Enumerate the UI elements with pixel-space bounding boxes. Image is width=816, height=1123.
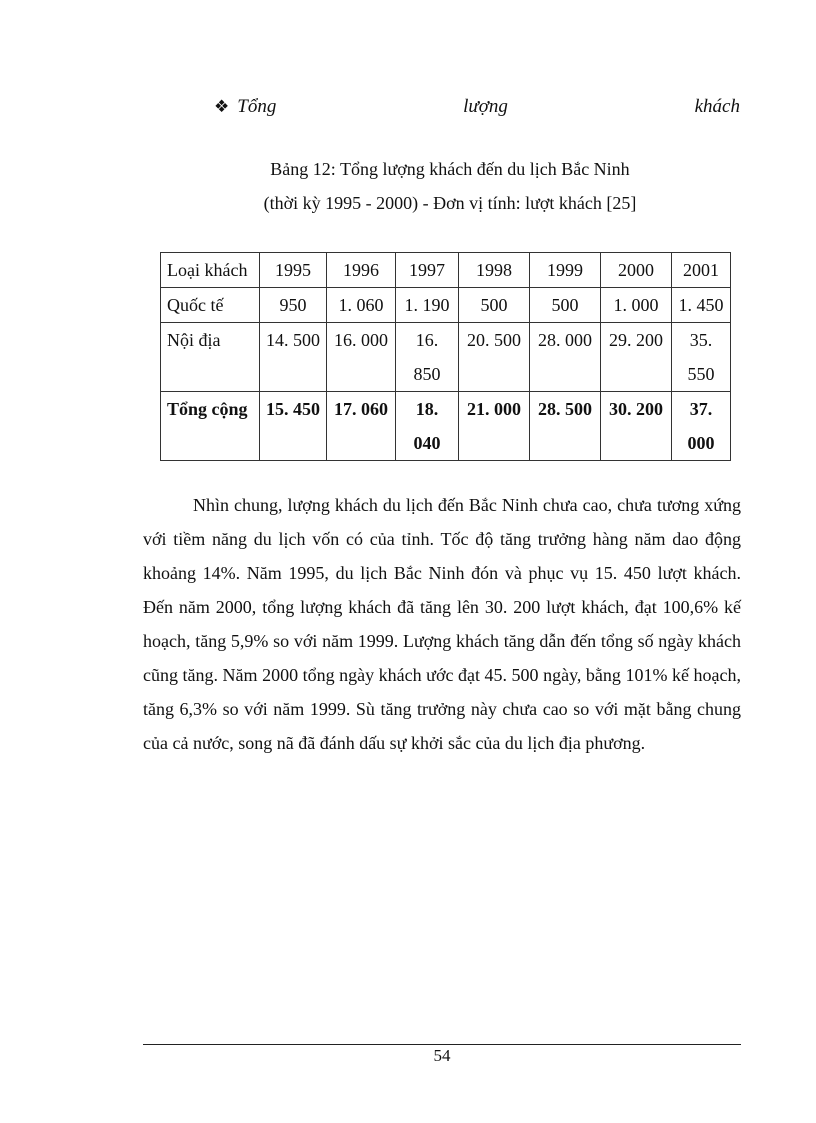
table-cell: 1. 000 [601, 288, 672, 323]
table-header-row [161, 253, 731, 288]
table-cell: 35. 550 [672, 323, 731, 392]
header-cell: 1999 [530, 253, 601, 288]
table-row [161, 323, 731, 392]
table-total-row [161, 392, 731, 461]
table-cell: 14. 500 [260, 323, 327, 392]
table-cell: 950 [260, 288, 327, 323]
table-cell: 1. 060 [327, 288, 396, 323]
section-heading [214, 96, 740, 118]
table-cell: 15. 450 [260, 392, 327, 461]
table-cell: 500 [459, 288, 530, 323]
body-text [143, 488, 741, 760]
header-cell: 1998 [459, 253, 530, 288]
table-cell: 37. 000 [672, 392, 731, 461]
table-cell: 20. 500 [459, 323, 530, 392]
footer-divider [143, 1044, 741, 1045]
row-label: Nội địa [161, 323, 260, 392]
row-label: Tổng cộng [161, 392, 260, 461]
heading-word-1: Tổng [237, 96, 277, 117]
table-cell: 1. 190 [396, 288, 459, 323]
visitor-table [160, 252, 731, 461]
header-cell: 1996 [327, 253, 396, 288]
diamond-bullet-icon: ❖ [214, 97, 230, 116]
table-cell: 29. 200 [601, 323, 672, 392]
header-cell: 1997 [396, 253, 459, 288]
header-cell: Loại khách [161, 253, 260, 288]
heading-word-2: lượng [463, 96, 508, 117]
table-row [161, 288, 731, 323]
heading-word-3: khách [694, 96, 740, 117]
table-cell: 500 [530, 288, 601, 323]
table-cell: 17. 060 [327, 392, 396, 461]
page-number: 54 [433, 1046, 451, 1065]
body-paragraph: Nhìn chung, lượng khách du lịch đến Bắc Ninh chưa cao, chưa tương xứng với tiềm năng du lịch vốn có của tỉnh. Tốc độ tăng trưởng hàng năm dao động khoảng 14%. Năm 1995, du lịch Bắc Ninh đón và phục vụ 15. 450 lượt khách. Đến năm 2000, tổng lượng khách đã tăng lên 30. 200 lượt khách, đạt 100,6% kế hoạch, tăng 5,9% so với năm 1999. Lượng khách tăng dẫn đến tổng số ngày khách cũng tăng. Năm 2000 tổng ngày khách ước đạt 45. 500 ngày, bằng 101% kế hoạch, tăng 6,3% so với năm 1999. Sù tăng trưởng này chưa cao so với mặt bằng chung của cả nước, song nã đã đánh dấu sự khởi sắc của du lịch địa phương. [143, 495, 741, 753]
header-cell: 2001 [672, 253, 731, 288]
table-cell: 16. 850 [396, 323, 459, 392]
header-cell: 2000 [601, 253, 672, 288]
table-caption-subtitle: (thời kỳ 1995 - 2000) - Đơn vị tính: lượt khách [25] [263, 193, 637, 213]
table-cell: 28. 000 [530, 323, 601, 392]
row-label: Quốc tế [161, 288, 260, 323]
table-cell: 18. 040 [396, 392, 459, 461]
table-cell: 28. 500 [530, 392, 601, 461]
table-cell: 21. 000 [459, 392, 530, 461]
table-cell: 1. 450 [672, 288, 731, 323]
table-cell: 30. 200 [601, 392, 672, 461]
table-caption-title: Bảng 12: Tổng lượng khách đến du lịch Bắc Ninh [270, 159, 630, 179]
header-cell: 1995 [260, 253, 327, 288]
table-cell: 16. 000 [327, 323, 396, 392]
